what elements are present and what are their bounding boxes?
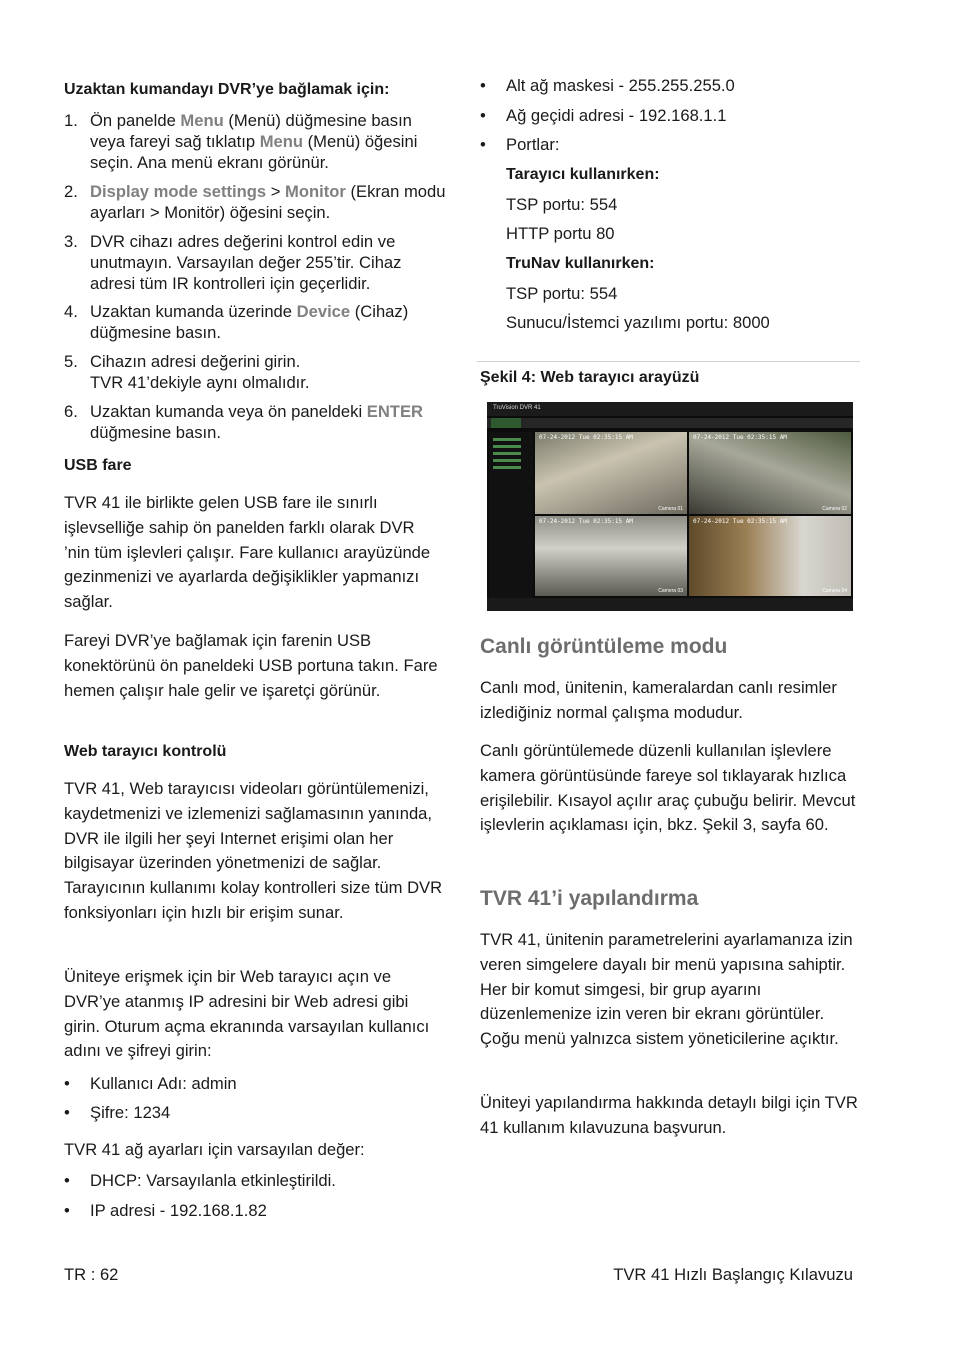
web-browser-interface-figure [487, 402, 853, 611]
trunav-ports-label: TruNav kullanırken: [506, 255, 655, 272]
config-paragraph-1: TVR 41, ünitenin parametrelerini ayarlamanıza izin veren simgelere dayalı bir menü yapısına sahiptir. Her bir komut simgesi, bir grup ayarını düzenlemenize izin veren bir ekranı görüntüler. Çoğu menü yalnızca sistem yöneticilerine açıktır. [480, 930, 853, 1049]
list-item: 2. Display mode settings > Monitor (Ekran modu ayarları > Monitör) öğesini seçin. [64, 182, 446, 222]
step-number: 5. [64, 352, 78, 371]
trunav-port-client: Sunucu/İstemci yazılımı portu: 8000 [506, 313, 770, 332]
camera-view-3: 07-24-2012 Tue 02:35:15 AM Camera 03 [535, 516, 687, 596]
config-heading: TVR 41’i yapılandırma [480, 887, 699, 910]
document-title: TVR 41 Hızlı Başlangıç Kılavuzu [613, 1265, 853, 1284]
figure-caption: Şekil 4: Web tarayıcı arayüzü [480, 369, 700, 386]
step-number: 3. [64, 232, 78, 251]
browser-ports-label: Tarayıcı kullanırken: [506, 166, 660, 183]
step-number: 1. [64, 111, 78, 130]
dvr-bottom-toolbar [487, 598, 853, 611]
web-heading: Web tarayıcı kontrolü [64, 743, 227, 760]
dvr-logo: TruVision DVR 41 [493, 405, 541, 411]
browser-port-http: HTTP portu 80 [506, 224, 615, 243]
browser-port-rtsp: TSP portu: 554 [506, 195, 618, 214]
remote-heading: Uzaktan kumandayı DVR’ye bağlamak için: [64, 81, 390, 98]
list-item: 6. Uzaktan kumanda veya ön paneldeki ENTER düğmesine basın. [64, 402, 423, 442]
divider [477, 361, 860, 362]
live-paragraph-1: Canlı mod, ünitenin, kameralardan canlı resimler izlediğiniz normal çalışma modudur. [480, 678, 837, 722]
camera-view-4: 07-24-2012 Tue 02:35:15 AM Camera 04 [689, 516, 851, 596]
usb-paragraph-2: Fareyi DVR’ye bağlamak için farenin USB konektörünü ön paneldeki USB portuna takın. Fare hemen çalışır hale gelir ve işaretçi görünür. [64, 631, 438, 700]
web-paragraph-2: Üniteye erişmek için bir Web tarayıcı açın ve DVR’ye atanmış IP adresini bir Web adresi gibi girin. Oturum açma ekranında varsayılan kullanıcı adını ve şifreyi girin: [64, 967, 430, 1061]
network-intro: TVR 41 ağ ayarları için varsayılan değer: [64, 1140, 365, 1159]
list-item: 4. Uzaktan kumanda üzerinde Device (Cihaz) düğmesine basın. [64, 302, 409, 342]
step-number: 6. [64, 402, 78, 421]
live-view-heading: Canlı görüntüleme modu [480, 635, 728, 658]
list-item: 5. Cihazın adresi değerini girin. TVR 41’dekiyle aynı olmalıdır. [64, 352, 310, 392]
web-paragraph-1: TVR 41, Web tarayıcısı videoları görüntülemenizi, kaydetmenizi ve izlemenizi sağlamasının yanında, DVR ile ilgili her şeyi Internet erişimi olan her bilgisayar üzerinden yönetmenizi de sağlar. Tarayıcının kullanımı kolay kontrolleri size tüm DVR fonksiyonları için hızlı bir erişim sunar. [64, 779, 443, 922]
camera-view-1: 07-24-2012 Tue 02:35:15 AM Camera 01 [535, 432, 687, 514]
camera-view-2: 07-24-2012 Tue 02:35:15 AM Camera 02 [689, 432, 851, 514]
usb-paragraph-1: TVR 41 ile birlikte gelen USB fare ile sınırlı işlevselliğe sahip ön panelden farklı olarak DVR ’nin tüm işlevleri çalışır. Fare kullanıcı arayüzünde gezinmenizi ve ayarlarda değişiklikler yapmanızı sağlar. [64, 493, 431, 612]
usb-heading: USB fare [64, 457, 132, 474]
live-paragraph-2: Canlı görüntülemede düzenli kullanılan işlevlere kamera görüntüsünde fareye sol tıklayarak hızlıca erişilebilir. Kısayol açılır araç çubuğu belirir. Mevcut işlevlerin açıklaması için, bkz. Şekil 3, sayfa 60. [480, 741, 856, 835]
step-number: 4. [64, 302, 78, 321]
page-number: TR : 62 [64, 1265, 119, 1284]
camera-list-panel [489, 432, 533, 602]
step-number: 2. [64, 182, 78, 201]
list-item: 1. Ön panelde Menu (Menü) düğmesine basın veya fareyi sağ tıklatıp Menu (Menü) öğesini seçin. Ana menü ekranı görünür. [64, 111, 418, 172]
list-item: 3. DVR cihazı adres değerini kontrol edin ve unutmayın. Varsayılan değer 255’tir. Cihaz adresi tüm IR kontrolleri için geçerlidir. [64, 232, 402, 293]
config-paragraph-2: Üniteyi yapılandırma hakkında detaylı bilgi için TVR 41 kullanım kılavuzuna başvurun. [480, 1093, 858, 1137]
trunav-port-rtsp: TSP portu: 554 [506, 284, 618, 303]
